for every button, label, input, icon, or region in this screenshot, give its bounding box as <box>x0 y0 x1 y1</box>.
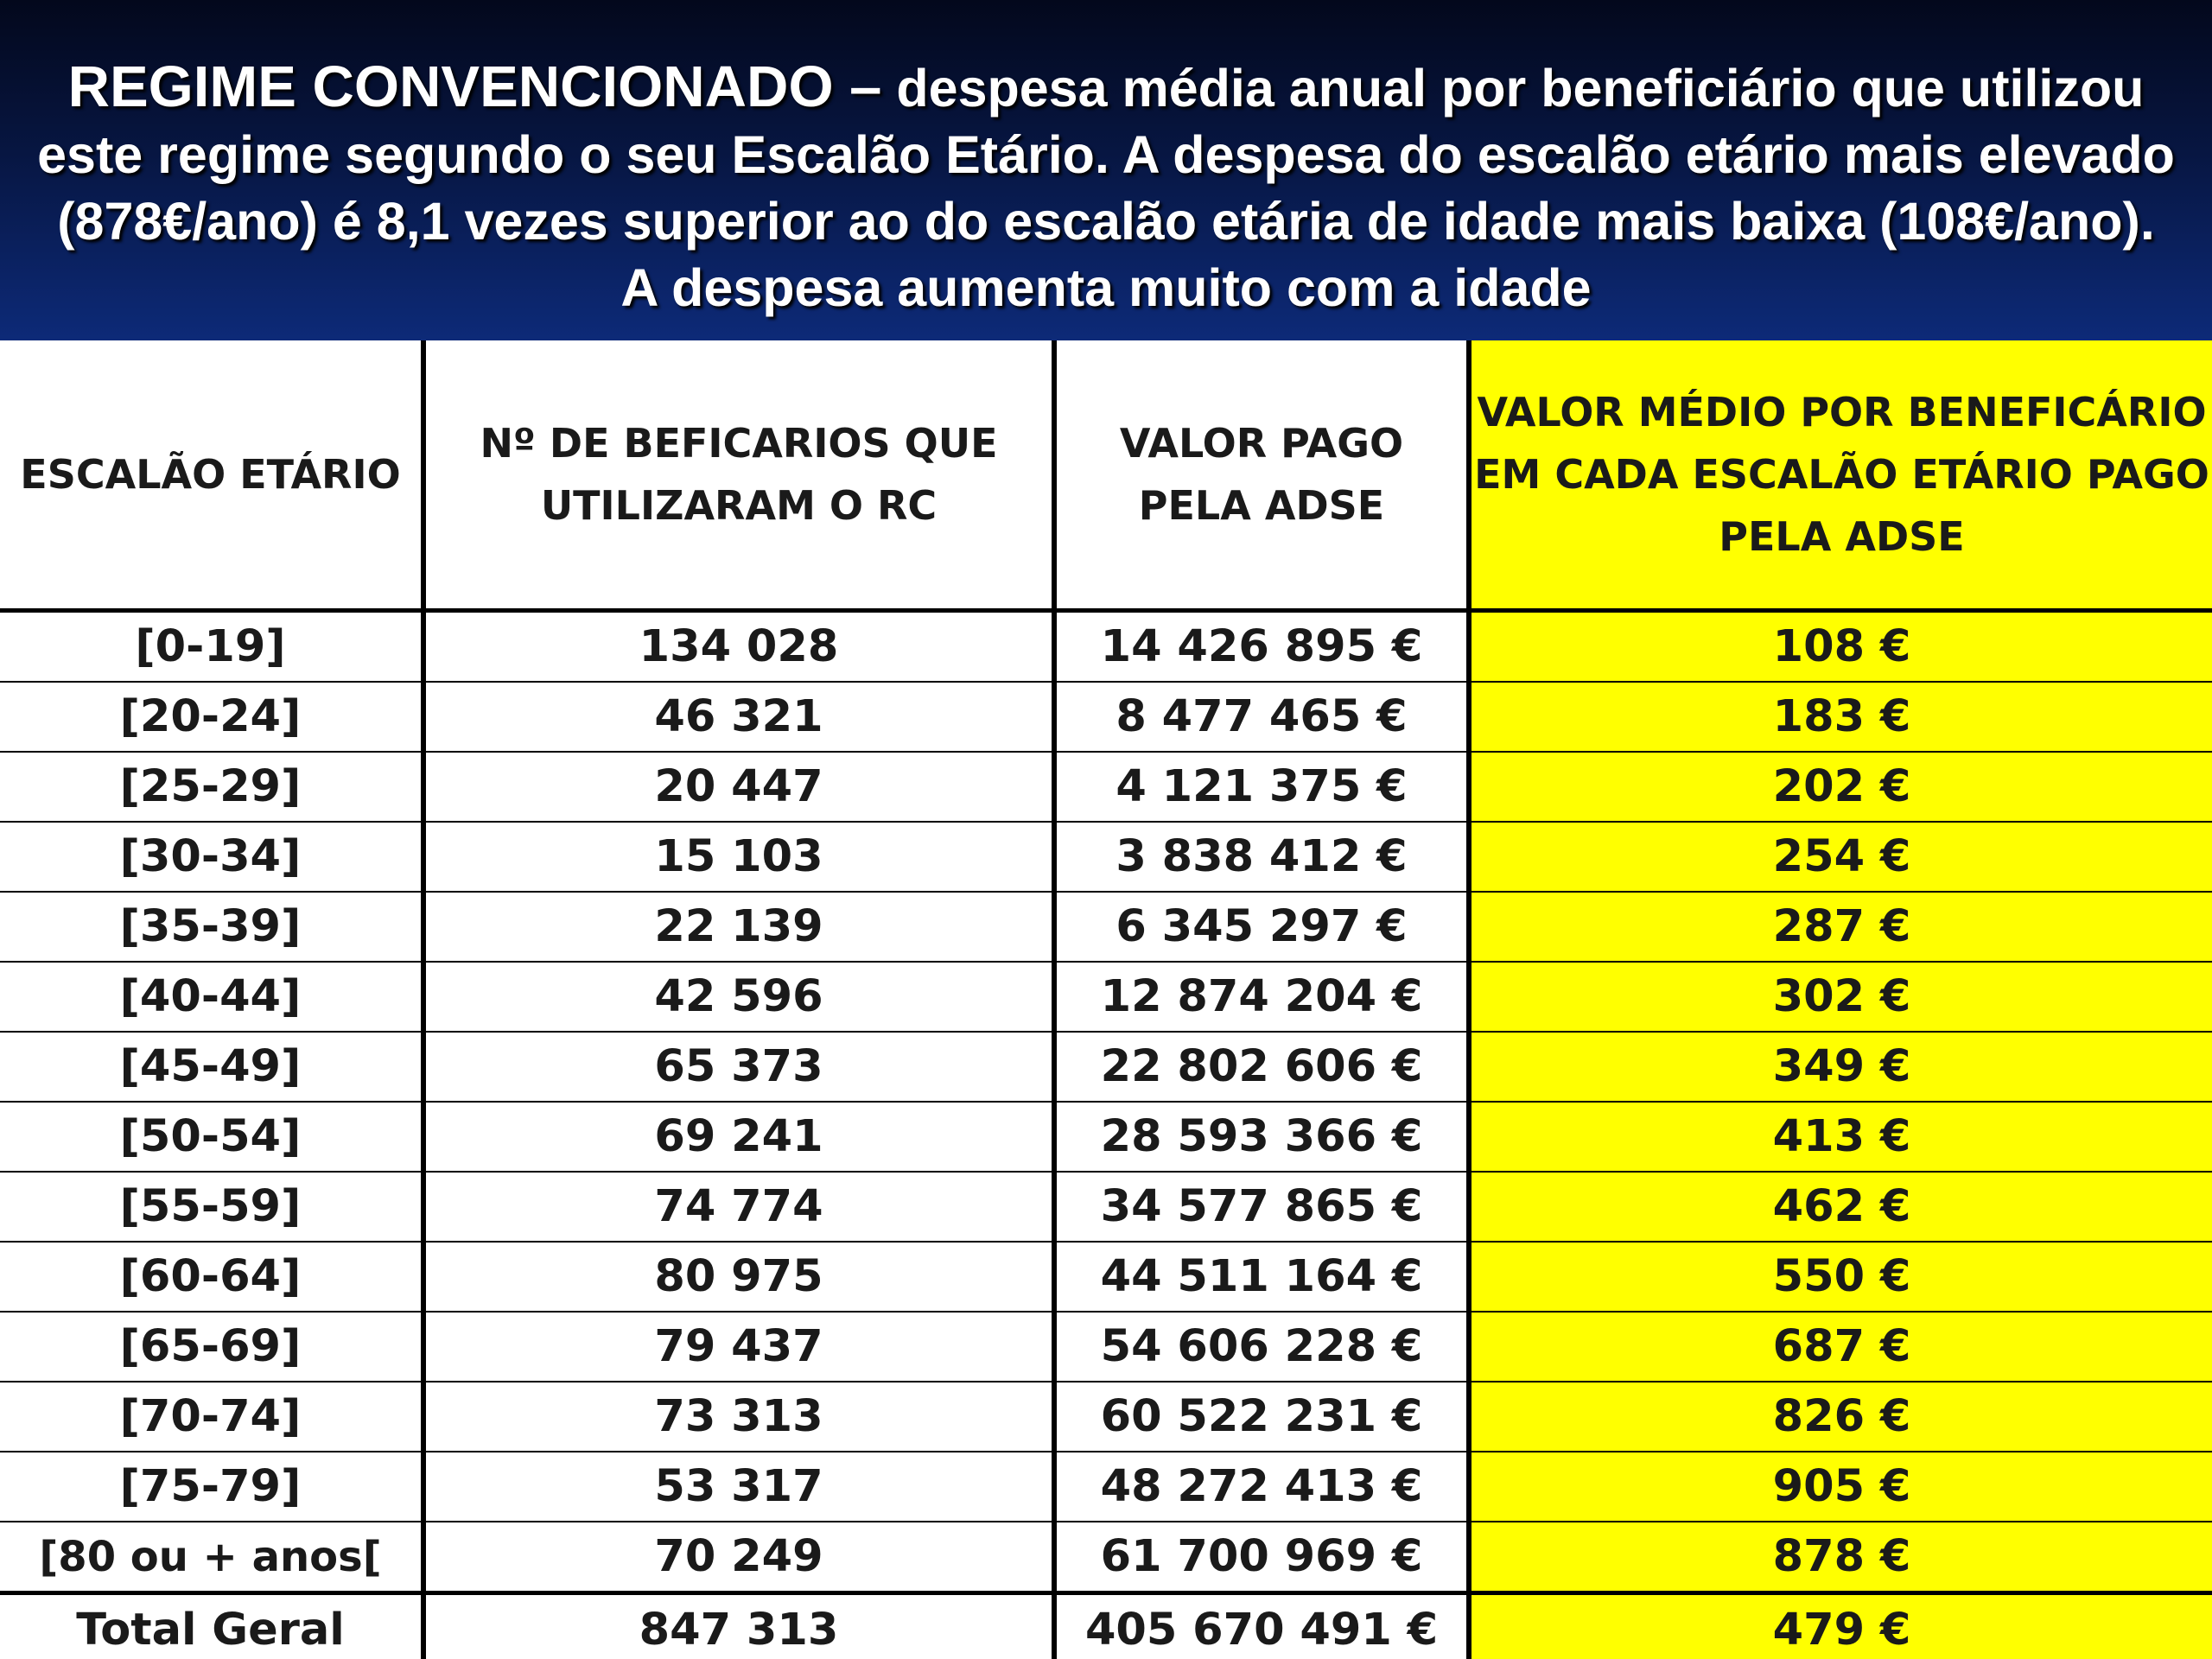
cell-valor-pago: 4 121 375 € <box>1054 752 1469 822</box>
table-row <box>0 1312 2212 1382</box>
cell-valor-pago: 60 522 231 € <box>1054 1382 1469 1452</box>
header-numero-beneficiarios: Nº DE BEFICARIOS QUE UTILIZARAM O RC <box>423 340 1054 611</box>
table-row <box>0 1172 2212 1242</box>
cell-valor-medio: 302 € <box>1469 962 2212 1032</box>
cell-escalao: [50-54] <box>0 1102 423 1172</box>
cell-valor-pago: 6 345 297 € <box>1054 892 1469 962</box>
total-cell-escalao: Total Geral <box>0 1593 423 1659</box>
title-banner <box>0 0 2212 340</box>
cell-beneficiarios: 70 249 <box>423 1522 1054 1593</box>
cell-beneficiarios: 65 373 <box>423 1032 1054 1102</box>
total-cell-valor-medio: 479 € <box>1469 1593 2212 1659</box>
cell-valor-pago: 61 700 969 € <box>1054 1522 1469 1593</box>
cell-beneficiarios: 74 774 <box>423 1172 1054 1242</box>
table-row <box>0 752 2212 822</box>
cell-escalao: [40-44] <box>0 962 423 1032</box>
data-table <box>0 340 2212 1659</box>
cell-valor-medio: 905 € <box>1469 1452 2212 1522</box>
cell-valor-medio: 462 € <box>1469 1172 2212 1242</box>
table-row <box>0 1522 2212 1593</box>
table-row <box>0 1382 2212 1452</box>
cell-valor-medio: 108 € <box>1469 611 2212 683</box>
cell-beneficiarios: 79 437 <box>423 1312 1054 1382</box>
cell-valor-medio: 826 € <box>1469 1382 2212 1452</box>
cell-beneficiarios: 69 241 <box>423 1102 1054 1172</box>
cell-beneficiarios: 42 596 <box>423 962 1054 1032</box>
cell-valor-medio: 254 € <box>1469 822 2212 892</box>
table-row <box>0 1452 2212 1522</box>
cell-escalao: [55-59] <box>0 1172 423 1242</box>
cell-valor-medio: 687 € <box>1469 1312 2212 1382</box>
table-row <box>0 1242 2212 1312</box>
cell-beneficiarios: 80 975 <box>423 1242 1054 1312</box>
cell-beneficiarios: 22 139 <box>423 892 1054 962</box>
header-valor-pago: VALOR PAGO PELA ADSE <box>1054 340 1469 611</box>
table-total-row <box>0 1593 2212 1659</box>
table-header-row <box>0 340 2212 611</box>
title-text: despesa média anual por beneficiário que utilizou este regime segundo o seu Escalão Etário. A despesa do escalão etário mais elevado (878€/ano) é 8,1 vezes superior ao do escalão etária de idade mais baixa (108€/ano). A despesa aumenta muito com a idade <box>37 59 2175 317</box>
table-row <box>0 1032 2212 1102</box>
table-body <box>0 611 2212 1659</box>
cell-valor-pago: 44 511 164 € <box>1054 1242 1469 1312</box>
cell-escalao: [30-34] <box>0 822 423 892</box>
header-valor-medio: VALOR MÉDIO POR BENEFICÁRIO EM CADA ESCALÃO ETÁRIO PAGO PELA ADSE <box>1469 340 2212 611</box>
cell-escalao: [65-69] <box>0 1312 423 1382</box>
cell-valor-pago: 14 426 895 € <box>1054 611 1469 683</box>
table-row <box>0 822 2212 892</box>
cell-valor-medio: 413 € <box>1469 1102 2212 1172</box>
cell-valor-pago: 54 606 228 € <box>1054 1312 1469 1382</box>
data-table-container <box>0 340 2212 1659</box>
header-escalao-etario: ESCALÃO ETÁRIO <box>0 340 423 611</box>
cell-valor-pago: 3 838 412 € <box>1054 822 1469 892</box>
cell-beneficiarios: 134 028 <box>423 611 1054 683</box>
title-lead: REGIME CONVENCIONADO – <box>67 54 882 119</box>
table-row <box>0 892 2212 962</box>
table-row <box>0 1102 2212 1172</box>
cell-escalao: [25-29] <box>0 752 423 822</box>
cell-escalao: [45-49] <box>0 1032 423 1102</box>
cell-beneficiarios: 73 313 <box>423 1382 1054 1452</box>
total-cell-beneficiarios: 847 313 <box>423 1593 1054 1659</box>
cell-valor-pago: 28 593 366 € <box>1054 1102 1469 1172</box>
cell-valor-pago: 48 272 413 € <box>1054 1452 1469 1522</box>
cell-escalao: [75-79] <box>0 1452 423 1522</box>
table-row <box>0 962 2212 1032</box>
cell-escalao: [0-19] <box>0 611 423 683</box>
cell-escalao: [20-24] <box>0 682 423 752</box>
cell-valor-medio: 550 € <box>1469 1242 2212 1312</box>
cell-escalao: [60-64] <box>0 1242 423 1312</box>
cell-valor-medio: 183 € <box>1469 682 2212 752</box>
table-row <box>0 682 2212 752</box>
cell-valor-pago: 12 874 204 € <box>1054 962 1469 1032</box>
cell-escalao: [70-74] <box>0 1382 423 1452</box>
cell-valor-medio: 287 € <box>1469 892 2212 962</box>
cell-valor-pago: 34 577 865 € <box>1054 1172 1469 1242</box>
cell-valor-medio: 202 € <box>1469 752 2212 822</box>
cell-beneficiarios: 15 103 <box>423 822 1054 892</box>
table-row <box>0 611 2212 683</box>
cell-valor-pago: 22 802 606 € <box>1054 1032 1469 1102</box>
cell-escalao: [80 ou + anos[ <box>0 1522 423 1593</box>
cell-beneficiarios: 20 447 <box>423 752 1054 822</box>
cell-beneficiarios: 53 317 <box>423 1452 1054 1522</box>
total-cell-valor-pago: 405 670 491 € <box>1054 1593 1469 1659</box>
cell-valor-pago: 8 477 465 € <box>1054 682 1469 752</box>
cell-valor-medio: 878 € <box>1469 1522 2212 1593</box>
cell-valor-medio: 349 € <box>1469 1032 2212 1102</box>
cell-escalao: [35-39] <box>0 892 423 962</box>
cell-beneficiarios: 46 321 <box>423 682 1054 752</box>
